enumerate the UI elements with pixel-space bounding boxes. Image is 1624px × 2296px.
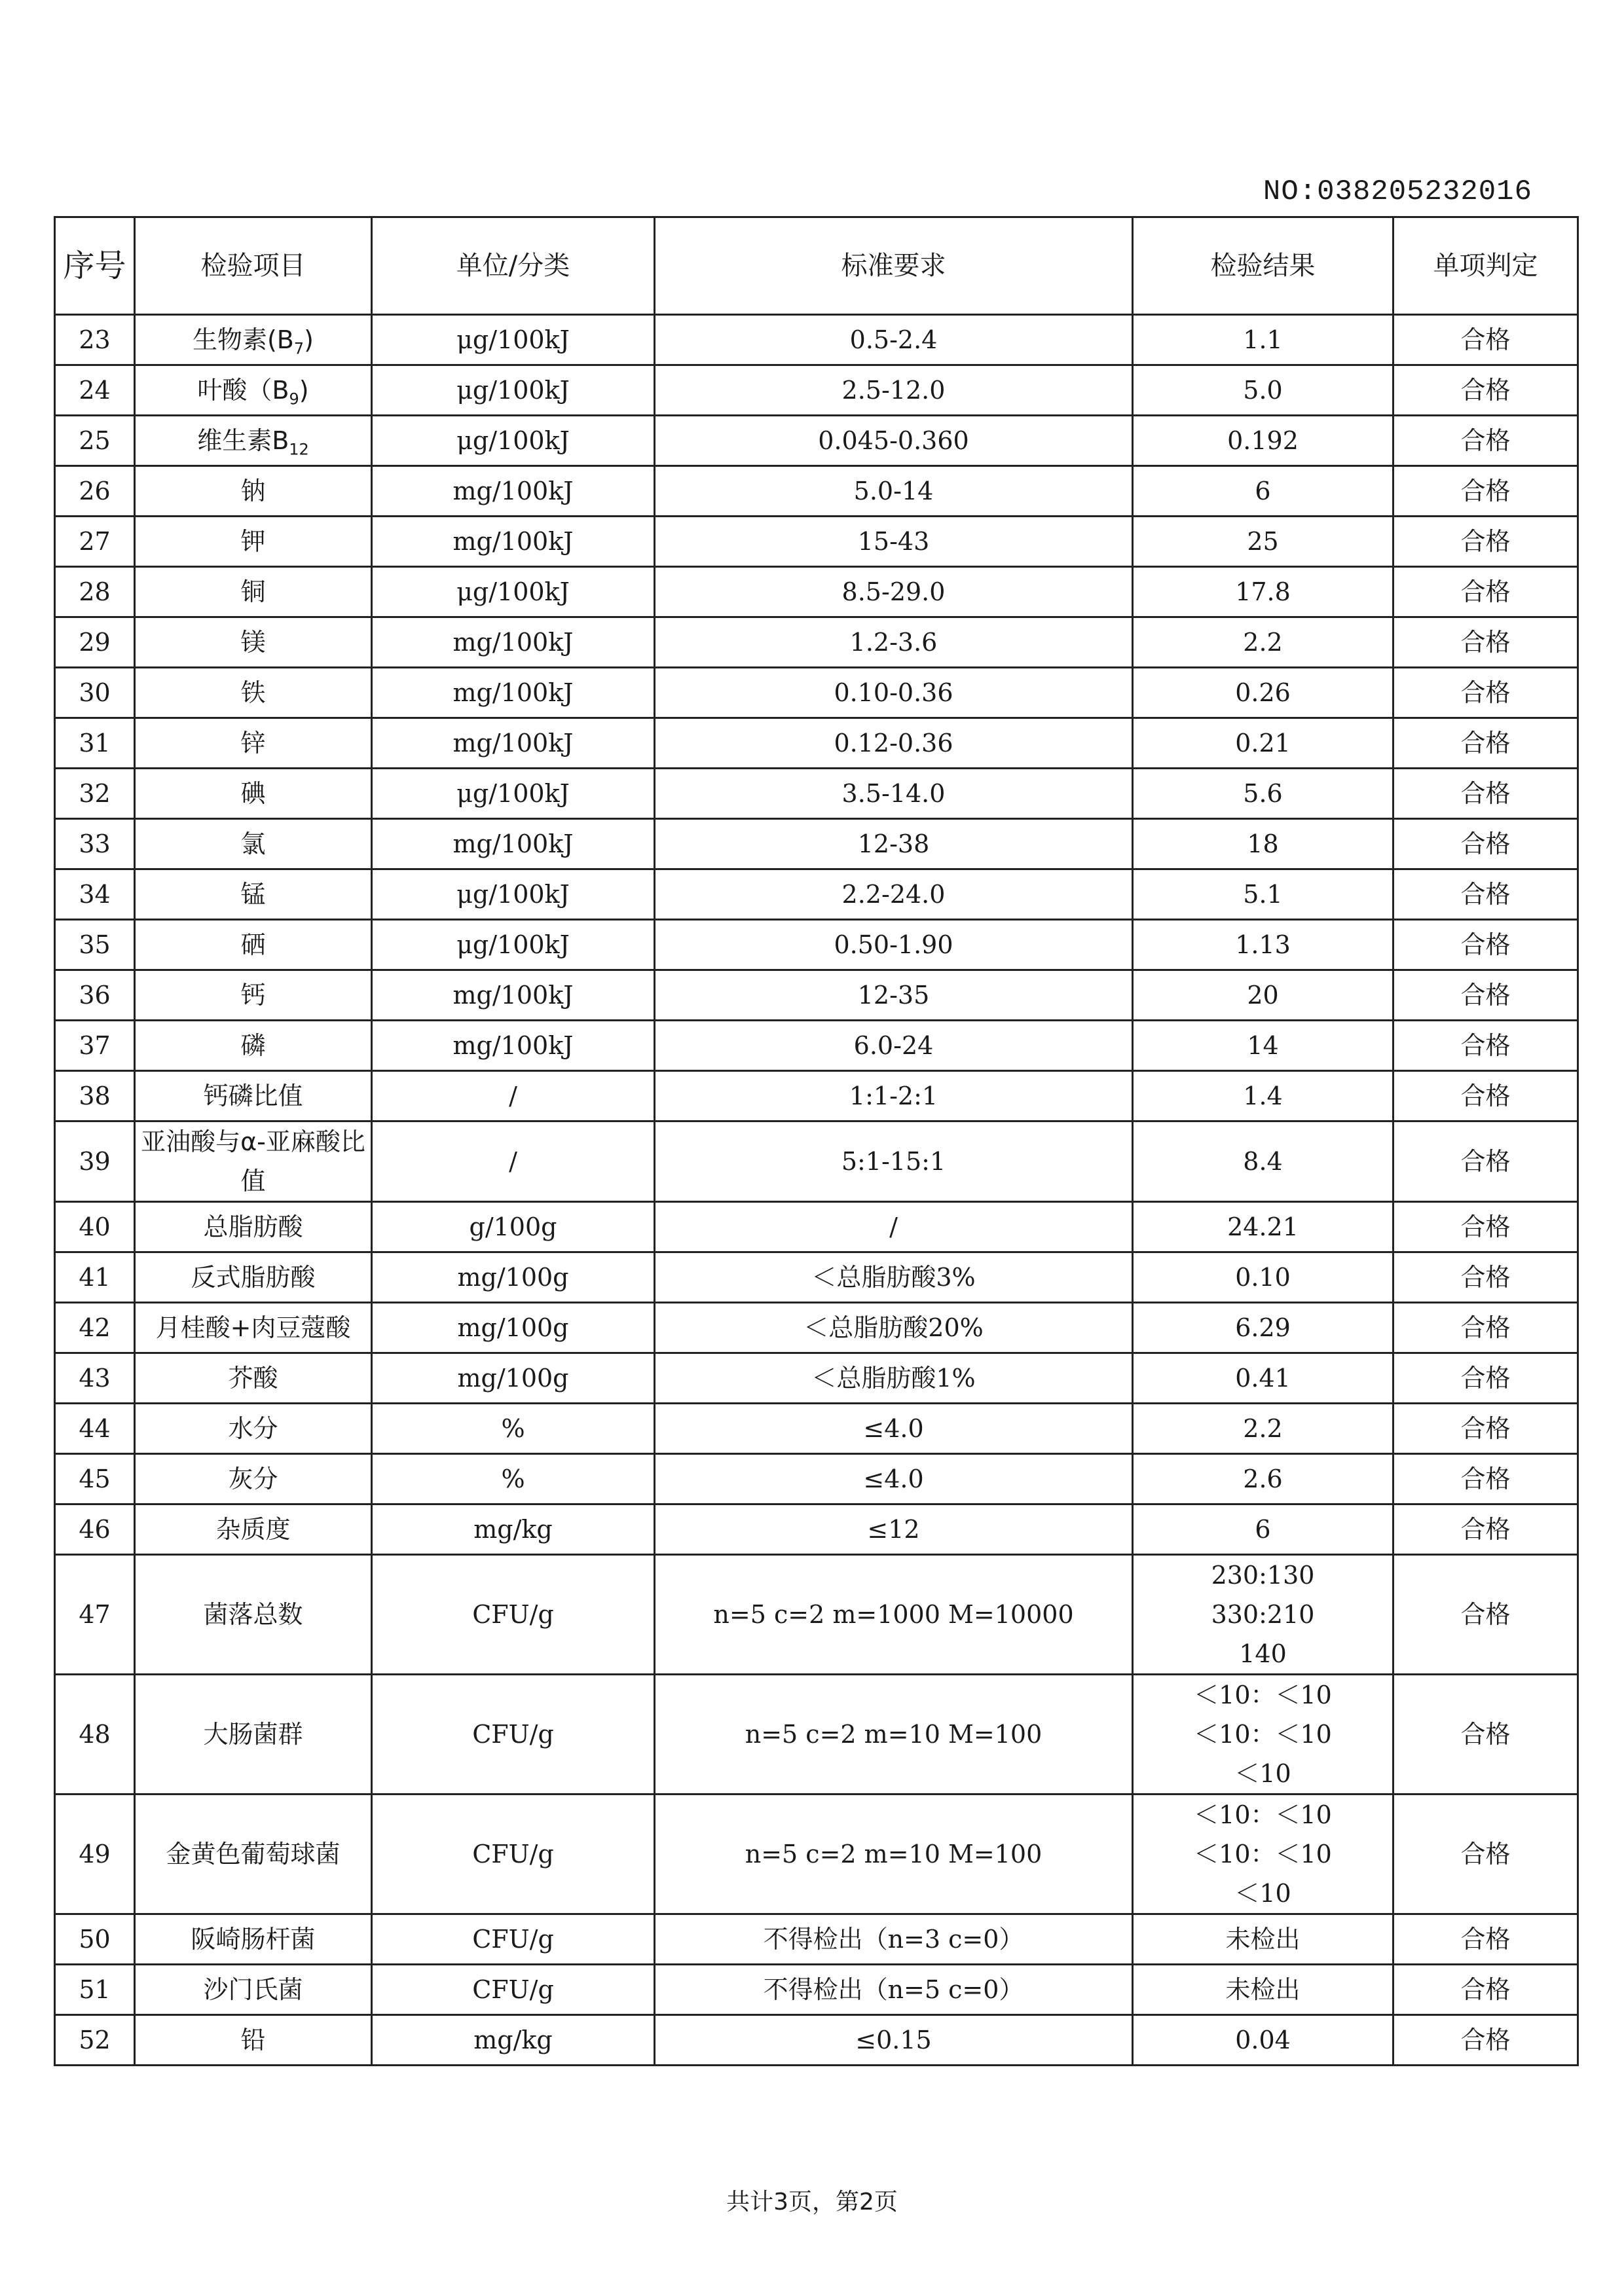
- item-cell: 杂质度: [135, 1504, 372, 1555]
- item-cell: 硒: [135, 920, 372, 970]
- standard-cell: 8.5-29.0: [655, 567, 1133, 617]
- item-subscript: 12: [289, 440, 309, 459]
- unit-cell: mg/100kJ: [372, 517, 655, 567]
- table-row: [55, 718, 1578, 769]
- table-row: [55, 617, 1578, 668]
- seq-cell: 39: [55, 1121, 135, 1202]
- judgement-cell: 合格: [1393, 517, 1578, 567]
- item-name: 叶酸（B: [197, 376, 289, 405]
- unit-cell: CFU/g: [372, 1965, 655, 2015]
- seq-cell: 44: [55, 1404, 135, 1454]
- seq-cell: 29: [55, 617, 135, 668]
- judgement-cell: 合格: [1393, 1303, 1578, 1353]
- item-cell: 水分: [135, 1404, 372, 1454]
- unit-cell: mg/kg: [372, 1504, 655, 1555]
- standard-cell: n=5 c=2 m=10 M=100: [655, 1795, 1133, 1914]
- standard-cell: 5.0-14: [655, 466, 1133, 517]
- standard-cell: 0.045-0.360: [655, 416, 1133, 466]
- result-cell: 18: [1133, 819, 1393, 869]
- item-cell: [135, 315, 372, 365]
- standard-cell: ≤12: [655, 1504, 1133, 1555]
- judgement-cell: 合格: [1393, 819, 1578, 869]
- standard-cell: n=5 c=2 m=1000 M=10000: [655, 1555, 1133, 1675]
- report-number: NO:038205232016: [1263, 175, 1532, 208]
- seq-cell: 46: [55, 1504, 135, 1555]
- unit-cell: μg/100kJ: [372, 365, 655, 416]
- standard-cell: 1:1-2:1: [655, 1071, 1133, 1121]
- standard-cell: ≤4.0: [655, 1404, 1133, 1454]
- judgement-cell: 合格: [1393, 1353, 1578, 1404]
- table-row: [55, 1303, 1578, 1353]
- standard-cell: 2.5-12.0: [655, 365, 1133, 416]
- standard-cell: 不得检出（n=5 c=0）: [655, 1965, 1133, 2015]
- item-cell: 锰: [135, 869, 372, 920]
- item-cell: 反式脂肪酸: [135, 1252, 372, 1303]
- seq-cell: 40: [55, 1202, 135, 1252]
- item-cell: 钠: [135, 466, 372, 517]
- seq-cell: 37: [55, 1021, 135, 1071]
- table-row: [55, 1071, 1578, 1121]
- table-row: [55, 1504, 1578, 1555]
- item-cell: [135, 416, 372, 466]
- seq-cell: 52: [55, 2015, 135, 2066]
- seq-cell: 41: [55, 1252, 135, 1303]
- item-cell: 铜: [135, 567, 372, 617]
- table-row: [55, 769, 1578, 819]
- result-cell: 未检出: [1133, 1965, 1393, 2015]
- table-row: [55, 1675, 1578, 1795]
- table-row: [55, 1404, 1578, 1454]
- unit-cell: mg/100g: [372, 1353, 655, 1404]
- judgement-cell: 合格: [1393, 1795, 1578, 1914]
- judgement-cell: 合格: [1393, 1021, 1578, 1071]
- seq-cell: 34: [55, 869, 135, 920]
- unit-cell: mg/100kJ: [372, 718, 655, 769]
- result-cell: 0.192: [1133, 416, 1393, 466]
- table-row: [55, 970, 1578, 1021]
- result-cell: 14: [1133, 1021, 1393, 1071]
- table-row: [55, 1454, 1578, 1504]
- judgement-cell: 合格: [1393, 2015, 1578, 2066]
- item-tail: ): [304, 325, 314, 354]
- unit-cell: mg/100kJ: [372, 1021, 655, 1071]
- standard-cell: 5:1-15:1: [655, 1121, 1133, 1202]
- judgement-cell: 合格: [1393, 1121, 1578, 1202]
- result-cell: 0.21: [1133, 718, 1393, 769]
- unit-cell: μg/100kJ: [372, 315, 655, 365]
- standard-cell: 6.0-24: [655, 1021, 1133, 1071]
- unit-cell: /: [372, 1121, 655, 1202]
- judgement-cell: 合格: [1393, 466, 1578, 517]
- table-row: [55, 869, 1578, 920]
- item-cell: 月桂酸+肉豆蔻酸: [135, 1303, 372, 1353]
- item-name: 生物素(B: [192, 325, 294, 354]
- result-cell: 2.2: [1133, 617, 1393, 668]
- judgement-cell: 合格: [1393, 1404, 1578, 1454]
- item-cell: 钙磷比值: [135, 1071, 372, 1121]
- item-cell: 总脂肪酸: [135, 1202, 372, 1252]
- table-row: [55, 1202, 1578, 1252]
- standard-cell: n=5 c=2 m=10 M=100: [655, 1675, 1133, 1795]
- header-judgement: 单项判定: [1393, 217, 1578, 315]
- result-cell: ＜10：＜10 ＜10：＜10 ＜10: [1133, 1795, 1393, 1914]
- unit-cell: μg/100kJ: [372, 869, 655, 920]
- standard-cell: ≤4.0: [655, 1454, 1133, 1504]
- unit-cell: CFU/g: [372, 1914, 655, 1965]
- result-cell: 6.29: [1133, 1303, 1393, 1353]
- standard-cell: 3.5-14.0: [655, 769, 1133, 819]
- table-row: [55, 517, 1578, 567]
- unit-cell: mg/100kJ: [372, 819, 655, 869]
- item-cell: 磷: [135, 1021, 372, 1071]
- judgement-cell: 合格: [1393, 1454, 1578, 1504]
- result-cell: 1.1: [1133, 315, 1393, 365]
- seq-cell: 35: [55, 920, 135, 970]
- unit-cell: mg/100kJ: [372, 970, 655, 1021]
- result-cell: 6: [1133, 466, 1393, 517]
- item-cell: 芥酸: [135, 1353, 372, 1404]
- table-row: [55, 1914, 1578, 1965]
- result-cell: 未检出: [1133, 1914, 1393, 1965]
- item-cell: 氯: [135, 819, 372, 869]
- standard-cell: 不得检出（n=3 c=0）: [655, 1914, 1133, 1965]
- result-cell: 0.26: [1133, 668, 1393, 718]
- result-cell: 25: [1133, 517, 1393, 567]
- results-page: [54, 216, 1577, 2066]
- item-cell: 锌: [135, 718, 372, 769]
- unit-cell: μg/100kJ: [372, 769, 655, 819]
- header-seq: 序号: [55, 217, 135, 315]
- result-cell: 20: [1133, 970, 1393, 1021]
- seq-cell: 31: [55, 718, 135, 769]
- seq-cell: 32: [55, 769, 135, 819]
- result-cell: 0.41: [1133, 1353, 1393, 1404]
- unit-cell: μg/100kJ: [372, 416, 655, 466]
- table-row: [55, 1555, 1578, 1675]
- unit-cell: μg/100kJ: [372, 567, 655, 617]
- result-cell: 5.0: [1133, 365, 1393, 416]
- seq-cell: 27: [55, 517, 135, 567]
- seq-cell: 50: [55, 1914, 135, 1965]
- unit-cell: g/100g: [372, 1202, 655, 1252]
- result-cell: 230:130 330:210 140: [1133, 1555, 1393, 1675]
- result-cell: 5.6: [1133, 769, 1393, 819]
- judgement-cell: 合格: [1393, 1675, 1578, 1795]
- item-cell: 沙门氏菌: [135, 1965, 372, 2015]
- item-cell: 灰分: [135, 1454, 372, 1504]
- unit-cell: μg/100kJ: [372, 920, 655, 970]
- judgement-cell: 合格: [1393, 1555, 1578, 1675]
- table-row: [55, 365, 1578, 416]
- judgement-cell: 合格: [1393, 1914, 1578, 1965]
- result-cell: 1.4: [1133, 1071, 1393, 1121]
- judgement-cell: 合格: [1393, 315, 1578, 365]
- item-cell: 钙: [135, 970, 372, 1021]
- result-cell: 0.04: [1133, 2015, 1393, 2066]
- result-cell: ＜10：＜10 ＜10：＜10 ＜10: [1133, 1675, 1393, 1795]
- seq-cell: 48: [55, 1675, 135, 1795]
- table-row: [55, 2015, 1578, 2066]
- standard-cell: ＜总脂肪酸20%: [655, 1303, 1133, 1353]
- unit-cell: CFU/g: [372, 1555, 655, 1675]
- unit-cell: CFU/g: [372, 1675, 655, 1795]
- judgement-cell: 合格: [1393, 920, 1578, 970]
- table-row: [55, 1353, 1578, 1404]
- result-cell: 17.8: [1133, 567, 1393, 617]
- table-row: [55, 1021, 1578, 1071]
- standard-cell: /: [655, 1202, 1133, 1252]
- unit-cell: CFU/g: [372, 1795, 655, 1914]
- judgement-cell: 合格: [1393, 365, 1578, 416]
- seq-cell: 26: [55, 466, 135, 517]
- table-row: [55, 416, 1578, 466]
- judgement-cell: 合格: [1393, 668, 1578, 718]
- item-cell: 镁: [135, 617, 372, 668]
- judgement-cell: 合格: [1393, 869, 1578, 920]
- table-row: [55, 1795, 1578, 1914]
- standard-cell: 1.2-3.6: [655, 617, 1133, 668]
- item-name: 维生素B: [197, 426, 289, 455]
- unit-cell: mg/100kJ: [372, 466, 655, 517]
- header-standard: 标准要求: [655, 217, 1133, 315]
- judgement-cell: 合格: [1393, 970, 1578, 1021]
- seq-cell: 24: [55, 365, 135, 416]
- judgement-cell: 合格: [1393, 617, 1578, 668]
- table-row: [55, 315, 1578, 365]
- seq-cell: 23: [55, 315, 135, 365]
- result-cell: 2.2: [1133, 1404, 1393, 1454]
- standard-cell: ≤0.15: [655, 2015, 1133, 2066]
- unit-cell: mg/100kJ: [372, 668, 655, 718]
- page-footer: 共计3页，第2页: [726, 2189, 898, 2215]
- seq-cell: 51: [55, 1965, 135, 2015]
- judgement-cell: 合格: [1393, 769, 1578, 819]
- seq-cell: 38: [55, 1071, 135, 1121]
- judgement-cell: 合格: [1393, 1071, 1578, 1121]
- seq-cell: 49: [55, 1795, 135, 1914]
- item-cell: 金黄色葡萄球菌: [135, 1795, 372, 1914]
- seq-cell: 30: [55, 668, 135, 718]
- standard-cell: 0.10-0.36: [655, 668, 1133, 718]
- item-cell: 亚油酸与α-亚麻酸比值: [135, 1121, 372, 1202]
- result-cell: 2.6: [1133, 1454, 1393, 1504]
- item-cell: 铅: [135, 2015, 372, 2066]
- item-cell: 菌落总数: [135, 1555, 372, 1675]
- judgement-cell: 合格: [1393, 1965, 1578, 2015]
- standard-cell: 12-38: [655, 819, 1133, 869]
- item-cell: 碘: [135, 769, 372, 819]
- results-body: [55, 315, 1578, 2066]
- judgement-cell: 合格: [1393, 718, 1578, 769]
- header-unit: 单位/分类: [372, 217, 655, 315]
- seq-cell: 33: [55, 819, 135, 869]
- table-row: [55, 920, 1578, 970]
- seq-cell: 28: [55, 567, 135, 617]
- unit-cell: mg/100kJ: [372, 617, 655, 668]
- standard-cell: 12-35: [655, 970, 1133, 1021]
- result-cell: 0.10: [1133, 1252, 1393, 1303]
- seq-cell: 47: [55, 1555, 135, 1675]
- item-cell: 钾: [135, 517, 372, 567]
- seq-cell: 36: [55, 970, 135, 1021]
- unit-cell: mg/100g: [372, 1252, 655, 1303]
- inspection-results-table: [54, 216, 1579, 2066]
- item-subscript: 7: [293, 339, 304, 358]
- result-cell: 6: [1133, 1504, 1393, 1555]
- seq-cell: 42: [55, 1303, 135, 1353]
- unit-cell: /: [372, 1071, 655, 1121]
- seq-cell: 45: [55, 1454, 135, 1504]
- table-row: [55, 1121, 1578, 1202]
- standard-cell: 15-43: [655, 517, 1133, 567]
- unit-cell: mg/kg: [372, 2015, 655, 2066]
- seq-cell: 43: [55, 1353, 135, 1404]
- table-row: [55, 1252, 1578, 1303]
- table-row: [55, 466, 1578, 517]
- result-cell: 24.21: [1133, 1202, 1393, 1252]
- judgement-cell: 合格: [1393, 1504, 1578, 1555]
- unit-cell: %: [372, 1454, 655, 1504]
- item-cell: 大肠菌群: [135, 1675, 372, 1795]
- table-row: [55, 819, 1578, 869]
- unit-cell: %: [372, 1404, 655, 1454]
- result-cell: 8.4: [1133, 1121, 1393, 1202]
- standard-cell: ＜总脂肪酸3%: [655, 1252, 1133, 1303]
- seq-cell: 25: [55, 416, 135, 466]
- standard-cell: ＜总脂肪酸1%: [655, 1353, 1133, 1404]
- standard-cell: 2.2-24.0: [655, 869, 1133, 920]
- result-cell: 5.1: [1133, 869, 1393, 920]
- judgement-cell: 合格: [1393, 567, 1578, 617]
- standard-cell: 0.50-1.90: [655, 920, 1133, 970]
- header-result: 检验结果: [1133, 217, 1393, 315]
- item-subscript: 9: [289, 390, 299, 409]
- judgement-cell: 合格: [1393, 1252, 1578, 1303]
- table-header-row: [55, 217, 1578, 315]
- judgement-cell: 合格: [1393, 416, 1578, 466]
- judgement-cell: 合格: [1393, 1202, 1578, 1252]
- table-row: [55, 1965, 1578, 2015]
- table-row: [55, 668, 1578, 718]
- header-item: 检验项目: [135, 217, 372, 315]
- result-cell: 1.13: [1133, 920, 1393, 970]
- item-cell: [135, 365, 372, 416]
- item-tail: ): [299, 376, 309, 405]
- standard-cell: 0.5-2.4: [655, 315, 1133, 365]
- item-cell: 铁: [135, 668, 372, 718]
- table-row: [55, 567, 1578, 617]
- unit-cell: mg/100g: [372, 1303, 655, 1353]
- standard-cell: 0.12-0.36: [655, 718, 1133, 769]
- item-cell: 阪崎肠杆菌: [135, 1914, 372, 1965]
